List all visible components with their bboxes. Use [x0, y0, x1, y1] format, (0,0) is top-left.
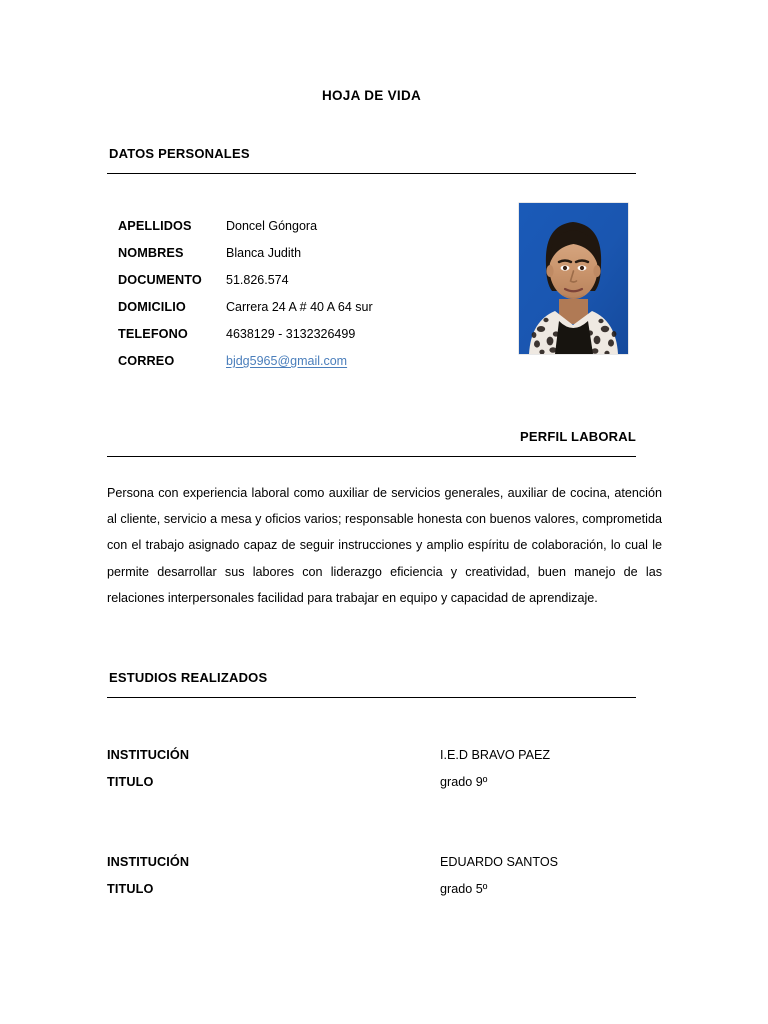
table-row [118, 219, 373, 246]
field-value-domicilio: Carrera 24 A # 40 A 64 sur [226, 300, 373, 314]
education-institution-row [107, 748, 636, 775]
divider-profile [107, 456, 636, 457]
education-label-titulo: TITULO [107, 775, 154, 789]
section-heading-education: ESTUDIOS REALIZADOS [109, 670, 268, 685]
education-value-titulo: grado 9º [440, 775, 488, 789]
education-value-institucion: EDUARDO SANTOS [440, 855, 559, 869]
education-label-institucion: INSTITUCIÓN [107, 855, 190, 869]
section-heading-personal-data: DATOS PERSONALES [109, 146, 250, 161]
education-title-row [107, 882, 636, 909]
field-value-nombres: Blanca Judith [226, 246, 302, 260]
education-institution-row [107, 855, 636, 882]
table-row [118, 300, 373, 327]
personal-data-table [118, 219, 373, 381]
profile-photo-image [519, 203, 628, 354]
education-label-titulo: TITULO [107, 882, 154, 896]
field-label-domicilio: DOMICILIO [118, 300, 186, 314]
field-label-apellidos: APELLIDOS [118, 219, 192, 233]
field-value-apellidos: Doncel Góngora [226, 219, 318, 233]
education-value-titulo: grado 5º [440, 882, 488, 896]
table-row [118, 273, 373, 300]
divider-personal-data [107, 173, 636, 174]
field-value-telefono: 4638129 - 3132326499 [226, 327, 356, 341]
email-link[interactable]: bjdg5965@gmail.com [226, 354, 348, 368]
field-label-nombres: NOMBRES [118, 246, 184, 260]
section-heading-profile: PERFIL LABORAL [520, 429, 636, 444]
field-value-documento: 51.826.574 [226, 273, 289, 287]
education-list [107, 748, 636, 909]
divider-education [107, 697, 636, 698]
education-title-row [107, 775, 636, 802]
document-title: HOJA DE VIDA [321, 88, 422, 103]
table-row [118, 327, 373, 354]
field-label-documento: DOCUMENTO [118, 273, 202, 287]
profile-photo [519, 203, 628, 354]
field-label-telefono: TELEFONO [118, 327, 188, 341]
table-row [118, 246, 373, 273]
table-row [118, 354, 373, 381]
field-label-correo: CORREO [118, 354, 175, 368]
list-item [107, 748, 636, 802]
profile-body-text: Persona con experiencia laboral como auxiliar de servicios generales, auxiliar de cocina, atención al cliente, servicio a mesa y oficios varios; responsable honesta con buenos valores, comprometida con el trabajo asignado capaz de seguir instrucciones y amplio espíritu de colaboración, lo cual le permite desarrollar sus labores con liderazgo eficiencia y creatividad, buen manejo de las relaciones interpersonales facilidad para trabajar en equipo y capacidad de aprendizaje. [107, 486, 662, 605]
list-item [107, 855, 636, 909]
education-value-institucion: I.E.D BRAVO PAEZ [440, 748, 551, 762]
education-label-institucion: INSTITUCIÓN [107, 748, 190, 762]
